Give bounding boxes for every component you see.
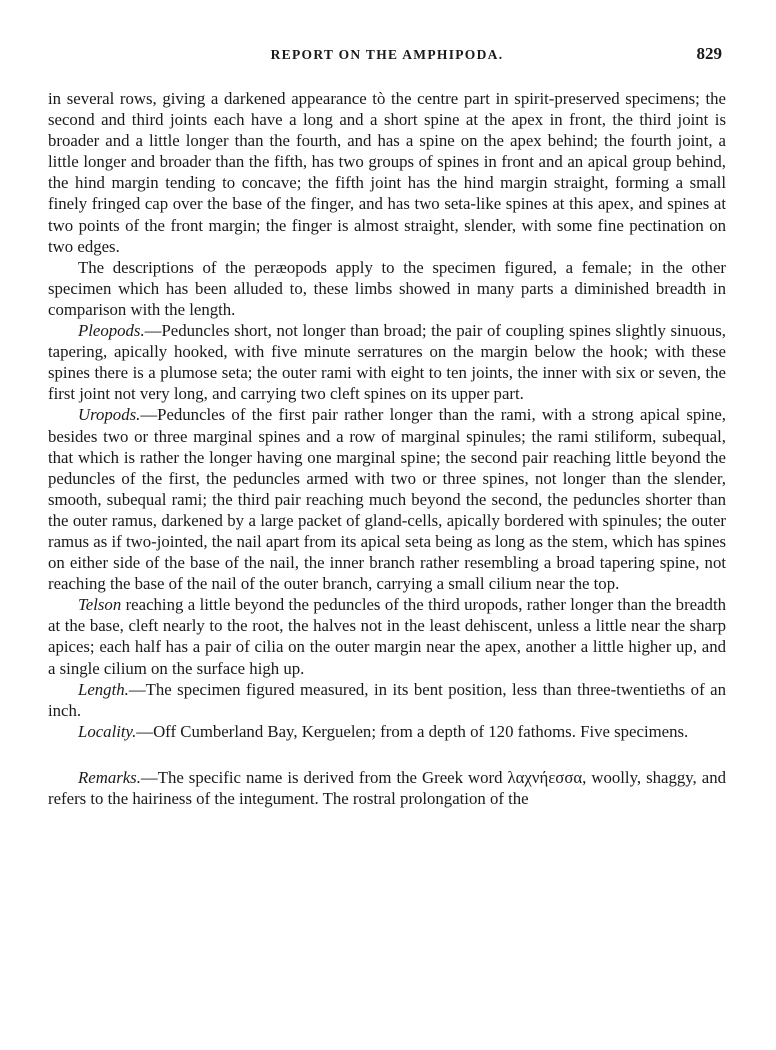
paragraph-pleopods <box>48 320 726 404</box>
paragraph-text: reaching a little beyond the peduncles of the third uropods, rather longer than the breadth at the base, cleft nearly to the root, the halves not in the least dehiscent, unless a little near the sharp apices; each half has a pair of cilia on the outer margin near the apex, another a little higher up, and a single cilium on the surface high up. <box>48 595 726 678</box>
paragraph-text: —Off Cumberland Bay, Kerguelen; from a depth of 120 fathoms. Five specimens. <box>136 721 689 741</box>
running-head <box>48 44 726 68</box>
paragraph-text: —The specific name is derived from the Greek word λαχνήεσσα, woolly, shaggy, and refers to the hairiness of the integument. The rostral prolongation of the <box>48 767 726 808</box>
paragraph-text: —The specimen figured measured, in its bent position, less than three-twentieths of an inch. <box>48 679 726 720</box>
paragraph-text: in several rows, giving a darkened appearance tò the centre part in spirit-preserved specimens; the second and third joints each have a long and a short spine at the apex in front, the third joint is broader and a little longer than the fourth, and has a spine on the apex behind; the fourth joint, a little longer and broader than the fifth, has two groups of spines in front and an apical group behind, the hind margin tending to concave; the fifth joint has the hind margin straight, forming a small finely fringed cap over the base of the finger, and has two seta-like spines at this apex, and spines at two points of the front margin; the finger is almost straight, slender, with some fine pectination on two edges. <box>48 89 726 256</box>
paragraph-lead: Length. <box>78 679 129 699</box>
paragraph-telson <box>48 594 726 678</box>
paragraph-remarks <box>48 767 726 809</box>
paragraph-length <box>48 679 726 721</box>
paragraph-text: —Peduncles of the first pair rather longer than the rami, with a strong apical spine, besides two or three marginal spines and a row of marginal spinules; the rami stiliform, subequal, that which is rather the longer having one marginal spine; the second pair reaching little beyond the peduncles of the first, the peduncles armed with two or three spines, not longer than the slender, smooth, subequal rami; the third pair reaching much beyond the second, the peduncles shorter than the outer ramus, darkened by a large packet of gland-cells, apically bordered with spinules; the outer ramus as if two-jointed, the nail apart from its apical seta being as long as the stem, which has spines on either side of the base of the nail, the inner branch rather resembling a broad tapering spine, not reaching the base of the nail of the outer branch, carrying a small cilium near the top. <box>48 405 726 594</box>
paragraph-peraeopods <box>48 257 726 320</box>
paragraph-lead: Remarks. <box>78 767 141 787</box>
paragraph-locality <box>48 721 726 742</box>
page-number: 829 <box>696 44 722 63</box>
paragraph-text: The descriptions of the peræopods apply to the specimen figured, a female; in the other specimen which has been alluded to, these limbs showed in many parts a diminished breadth in comparison with the length. <box>48 257 726 319</box>
paragraph-uropods <box>48 404 726 594</box>
body-text <box>48 88 726 809</box>
paragraph-text: —Peduncles short, not longer than broad; the pair of coupling spines slightly sinuous, tapering, apically hooked, with five minute serratures on the margin below the hook; with these spines there is a plumose seta; the outer rami with eight to ten joints, the inner with six or seven, the first joint not very long, and carrying two cleft spines on its upper part. <box>48 321 726 404</box>
paragraph-continuation <box>48 88 726 257</box>
paragraph-lead: Uropods. <box>78 405 141 425</box>
paragraph-lead: Locality. <box>78 721 137 741</box>
paragraph-lead: Pleopods. <box>78 321 145 341</box>
running-title: REPORT ON THE AMPHIPODA. <box>270 47 504 62</box>
paragraph-lead: Telson <box>78 595 122 615</box>
document-page <box>48 0 726 1050</box>
